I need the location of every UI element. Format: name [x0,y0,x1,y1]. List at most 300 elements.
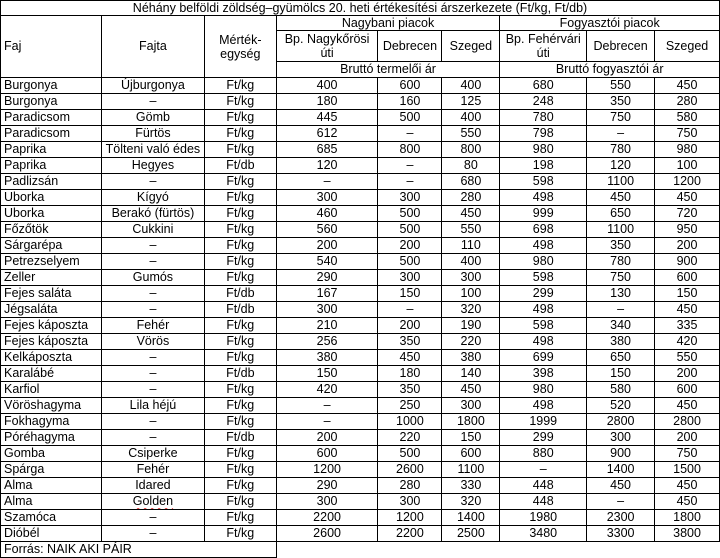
cell-unit: Ft/kg [204,254,276,270]
cell-nagybani-szeged: 80 [442,158,500,174]
cell-fogyasztoi-bp: 598 [500,270,587,286]
cell-nagybani-szeged: 400 [442,78,500,94]
cell-fajta: – [101,302,204,318]
cell-fogyasztoi-debrecen: – [587,302,655,318]
cell-unit: Ft/kg [204,414,276,430]
cell-fogyasztoi-bp: 880 [500,446,587,462]
cell-nagybani-bp: 300 [276,190,378,206]
cell-unit: Ft/kg [204,78,276,94]
cell-nagybani-szeged: 300 [442,270,500,286]
cell-unit: Ft/kg [204,110,276,126]
cell-fogyasztoi-debrecen: 520 [587,398,655,414]
cell-nagybani-bp: 150 [276,366,378,382]
cell-nagybani-bp: 380 [276,350,378,366]
cell-nagybani-szeged: 2500 [442,526,500,542]
cell-nagybani-szeged: 125 [442,94,500,110]
cell-unit: Ft/kg [204,190,276,206]
cell-fajta: – [101,174,204,190]
cell-fajta: – [101,414,204,430]
cell-fajta: Gumós [101,270,204,286]
cell-nagybani-szeged: 330 [442,478,500,494]
cell-faj: Alma [1,478,102,494]
cell-fogyasztoi-szeged: 100 [655,158,720,174]
cell-fajta: – [101,430,204,446]
cell-unit: Ft/kg [204,238,276,254]
cell-fogyasztoi-debrecen: 2300 [587,510,655,526]
cell-fajta: Fehér [101,462,204,478]
cell-fogyasztoi-szeged: 1200 [655,174,720,190]
cell-nagybani-bp: 200 [276,238,378,254]
cell-fogyasztoi-bp: 598 [500,318,587,334]
cell-nagybani-szeged: 220 [442,334,500,350]
cell-unit: Ft/kg [204,350,276,366]
cell-nagybani-szeged: 1400 [442,510,500,526]
cell-faj: Fejes káposzta [1,318,102,334]
cell-unit: Ft/kg [204,382,276,398]
cell-faj: Paradicsom [1,110,102,126]
cell-fajta: – [101,286,204,302]
cell-nagybani-bp: 400 [276,78,378,94]
cell-faj: Zeller [1,270,102,286]
cell-nagybani-szeged: 1100 [442,462,500,478]
cell-nagybani-debrecen: 600 [378,78,442,94]
cell-nagybani-bp: 167 [276,286,378,302]
table-row [1,270,720,286]
cell-fogyasztoi-debrecen: 150 [587,366,655,382]
cell-nagybani-debrecen: 250 [378,398,442,414]
cell-unit: Ft/kg [204,94,276,110]
cell-fogyasztoi-debrecen: 350 [587,238,655,254]
cell-fajta: Újburgonya [101,78,204,94]
cell-nagybani-bp: 612 [276,126,378,142]
cell-nagybani-debrecen: 500 [378,446,442,462]
table-row [1,478,720,494]
header-fogyasztoi: Fogyasztói piacok [500,16,720,31]
table-row [1,286,720,302]
cell-unit: Ft/kg [204,510,276,526]
cell-fogyasztoi-debrecen: 300 [587,430,655,446]
cell-faj: Fejes káposzta [1,334,102,350]
cell-unit: Ft/db [204,366,276,382]
cell-fogyasztoi-bp: 980 [500,142,587,158]
cell-fogyasztoi-debrecen: 380 [587,334,655,350]
cell-unit: Ft/db [204,158,276,174]
table-row [1,366,720,382]
cell-unit: Ft/kg [204,270,276,286]
cell-fogyasztoi-debrecen: 550 [587,78,655,94]
cell-fajta: – [101,254,204,270]
cell-nagybani-bp: 300 [276,494,378,510]
cell-nagybani-szeged: 400 [442,110,500,126]
cell-unit: Ft/kg [204,526,276,542]
header-brutto-fogyasztoi: Bruttó fogyasztói ár [500,62,720,78]
cell-fogyasztoi-szeged: 200 [655,430,720,446]
cell-faj: Dióbél [1,526,102,542]
cell-fogyasztoi-szeged: 720 [655,206,720,222]
cell-nagybani-bp: – [276,398,378,414]
header-nagybani-szeged: Szeged [442,31,500,62]
cell-nagybani-szeged: 110 [442,238,500,254]
cell-fajta: – [101,238,204,254]
cell-fogyasztoi-debrecen: 780 [587,142,655,158]
cell-fogyasztoi-bp: 798 [500,126,587,142]
cell-fogyasztoi-szeged: 450 [655,398,720,414]
cell-fogyasztoi-szeged: 750 [655,126,720,142]
cell-faj: Gomba [1,446,102,462]
cell-nagybani-bp: 445 [276,110,378,126]
cell-nagybani-bp: 685 [276,142,378,158]
cell-nagybani-bp: 560 [276,222,378,238]
cell-nagybani-szeged: 150 [442,430,500,446]
cell-fogyasztoi-debrecen: 3300 [587,526,655,542]
header-mertekegyseg: Mérték-egység [204,16,276,78]
source-note [1,542,277,558]
header-faj: Faj [1,16,102,78]
cell-fogyasztoi-bp: 780 [500,110,587,126]
cell-nagybani-szeged: 800 [442,142,500,158]
table-row [1,318,720,334]
cell-nagybani-szeged: 550 [442,222,500,238]
cell-nagybani-debrecen: 450 [378,350,442,366]
cell-fogyasztoi-szeged: 580 [655,110,720,126]
cell-nagybani-debrecen: 500 [378,254,442,270]
cell-fogyasztoi-debrecen: 340 [587,318,655,334]
cell-fogyasztoi-bp: 699 [500,350,587,366]
cell-nagybani-bp: 2600 [276,526,378,542]
cell-fajta: – [101,510,204,526]
cell-fogyasztoi-bp: 3480 [500,526,587,542]
cell-fogyasztoi-bp: 299 [500,430,587,446]
cell-faj: Karalábé [1,366,102,382]
header-fajta: Fajta [101,16,204,78]
table-row [1,222,720,238]
cell-nagybani-szeged: 680 [442,174,500,190]
cell-nagybani-bp: 200 [276,430,378,446]
table-row [1,94,720,110]
cell-nagybani-debrecen: – [378,302,442,318]
table-row [1,526,720,542]
cell-unit: Ft/db [204,302,276,318]
cell-unit: Ft/db [204,430,276,446]
cell-faj: Jégsaláta [1,302,102,318]
cell-fogyasztoi-szeged: 1500 [655,462,720,478]
cell-nagybani-debrecen: 2600 [378,462,442,478]
cell-fogyasztoi-bp: – [500,462,587,478]
table-row [1,414,720,430]
cell-fajta: Csiperke [101,446,204,462]
cell-fajta: Berakó (fürtös) [101,206,204,222]
cell-nagybani-debrecen: 350 [378,334,442,350]
cell-nagybani-szeged: 140 [442,366,500,382]
cell-fogyasztoi-bp: 1999 [500,414,587,430]
cell-nagybani-debrecen: 350 [378,382,442,398]
cell-fogyasztoi-debrecen: 650 [587,206,655,222]
cell-faj: Paradicsom [1,126,102,142]
cell-fogyasztoi-szeged: 600 [655,382,720,398]
cell-fogyasztoi-szeged: 450 [655,190,720,206]
cell-fogyasztoi-debrecen: – [587,126,655,142]
cell-fajta: Lila héjú [101,398,204,414]
cell-nagybani-debrecen: 500 [378,206,442,222]
cell-faj: Spárga [1,462,102,478]
cell-nagybani-bp: 600 [276,446,378,462]
cell-nagybani-bp: 180 [276,94,378,110]
cell-nagybani-bp: 290 [276,270,378,286]
cell-faj: Paprika [1,158,102,174]
cell-unit: Ft/kg [204,174,276,190]
cell-fogyasztoi-szeged: 900 [655,254,720,270]
cell-fogyasztoi-bp: 498 [500,302,587,318]
cell-fogyasztoi-bp: 299 [500,286,587,302]
cell-fajta: Fürtös [101,126,204,142]
cell-nagybani-bp: 2200 [276,510,378,526]
cell-nagybani-bp: 1200 [276,462,378,478]
cell-faj: Fejes saláta [1,286,102,302]
cell-nagybani-debrecen: 1000 [378,414,442,430]
cell-fogyasztoi-szeged: 2800 [655,414,720,430]
cell-faj: Paprika [1,142,102,158]
cell-fogyasztoi-szeged: 150 [655,286,720,302]
cell-nagybani-debrecen: 800 [378,142,442,158]
cell-fogyasztoi-debrecen: 780 [587,254,655,270]
cell-fogyasztoi-bp: 448 [500,494,587,510]
cell-nagybani-debrecen: – [378,126,442,142]
cell-faj: Fokhagyma [1,414,102,430]
header-nagybani-debrecen: Debrecen [378,31,442,62]
cell-fogyasztoi-debrecen: 1100 [587,222,655,238]
cell-fogyasztoi-debrecen: 1400 [587,462,655,478]
cell-fogyasztoi-debrecen: 1100 [587,174,655,190]
cell-fogyasztoi-szeged: 600 [655,270,720,286]
table-row [1,462,720,478]
table-row [1,238,720,254]
table-row [1,126,720,142]
cell-nagybani-szeged: 550 [442,126,500,142]
cell-nagybani-debrecen: 300 [378,270,442,286]
cell-nagybani-szeged: 190 [442,318,500,334]
cell-faj: Karfiol [1,382,102,398]
cell-faj: Padlizsán [1,174,102,190]
cell-unit: Ft/kg [204,334,276,350]
cell-fogyasztoi-szeged: 450 [655,302,720,318]
cell-fajta: Cukkini [101,222,204,238]
header-fogyasztoi-bp: Bp. Fehérvári úti [500,31,587,62]
cell-fogyasztoi-bp: 448 [500,478,587,494]
cell-nagybani-bp: – [276,414,378,430]
header-fogyasztoi-szeged: Szeged [655,31,720,62]
cell-fogyasztoi-szeged: 335 [655,318,720,334]
cell-nagybani-debrecen: 200 [378,318,442,334]
cell-faj: Alma [1,494,102,510]
cell-nagybani-szeged: 280 [442,190,500,206]
cell-fogyasztoi-bp: 680 [500,78,587,94]
cell-fogyasztoi-debrecen: 2800 [587,414,655,430]
cell-nagybani-szeged: 380 [442,350,500,366]
cell-fogyasztoi-szeged: 950 [655,222,720,238]
cell-faj: Szamóca [1,510,102,526]
table-row [1,190,720,206]
cell-fogyasztoi-szeged: 550 [655,350,720,366]
cell-unit: Ft/db [204,286,276,302]
cell-unit: Ft/kg [204,318,276,334]
cell-unit: Ft/kg [204,142,276,158]
cell-nagybani-bp: 420 [276,382,378,398]
cell-nagybani-debrecen: 500 [378,222,442,238]
cell-nagybani-debrecen: 300 [378,190,442,206]
table-row [1,142,720,158]
cell-fajta: – [101,94,204,110]
cell-faj: Kelkáposzta [1,350,102,366]
cell-fogyasztoi-szeged: 200 [655,238,720,254]
cell-nagybani-debrecen: 160 [378,94,442,110]
table-row [1,510,720,526]
cell-nagybani-bp: 540 [276,254,378,270]
cell-unit: Ft/kg [204,222,276,238]
cell-fajta: – [101,350,204,366]
cell-nagybani-debrecen: 300 [378,494,442,510]
source-text: Forrás: NAIK AKI PÁIR [4,542,132,556]
cell-fogyasztoi-debrecen: 650 [587,350,655,366]
cell-fogyasztoi-debrecen: 900 [587,446,655,462]
table-row [1,350,720,366]
cell-fogyasztoi-szeged: 3800 [655,526,720,542]
cell-nagybani-bp: 120 [276,158,378,174]
cell-fajta: Kígyó [101,190,204,206]
cell-faj: Uborka [1,206,102,222]
cell-fogyasztoi-szeged: 450 [655,478,720,494]
header-nagybani: Nagybani piacok [276,16,500,31]
cell-faj: Petrezselyem [1,254,102,270]
cell-nagybani-debrecen: 280 [378,478,442,494]
cell-fajta: Tölteni való édes [101,142,204,158]
cell-faj: Burgonya [1,94,102,110]
cell-fogyasztoi-bp: 980 [500,382,587,398]
table-row [1,206,720,222]
cell-unit: Ft/kg [204,462,276,478]
cell-nagybani-szeged: 320 [442,494,500,510]
cell-fajta: Golden [101,494,204,510]
cell-fogyasztoi-debrecen: 750 [587,270,655,286]
cell-fogyasztoi-bp: 198 [500,158,587,174]
cell-fogyasztoi-debrecen: 580 [587,382,655,398]
table-row [1,174,720,190]
cell-fogyasztoi-szeged: 280 [655,94,720,110]
cell-nagybani-bp: 256 [276,334,378,350]
cell-nagybani-bp: 290 [276,478,378,494]
cell-fogyasztoi-bp: 980 [500,254,587,270]
cell-nagybani-debrecen: 180 [378,366,442,382]
cell-unit: Ft/kg [204,206,276,222]
cell-fogyasztoi-szeged: 1800 [655,510,720,526]
table-row [1,78,720,94]
cell-fogyasztoi-debrecen: 450 [587,478,655,494]
cell-unit: Ft/kg [204,494,276,510]
cell-unit: Ft/kg [204,478,276,494]
cell-fogyasztoi-bp: 498 [500,190,587,206]
cell-nagybani-szeged: 400 [442,254,500,270]
table-row [1,302,720,318]
cell-nagybani-szeged: 600 [442,446,500,462]
cell-nagybani-bp: 300 [276,302,378,318]
cell-fogyasztoi-szeged: 420 [655,334,720,350]
cell-fogyasztoi-szeged: 450 [655,78,720,94]
cell-faj: Főzőtök [1,222,102,238]
cell-fogyasztoi-debrecen: 750 [587,110,655,126]
cell-fogyasztoi-bp: 498 [500,238,587,254]
cell-faj: Sárgarépa [1,238,102,254]
cell-nagybani-debrecen: 500 [378,110,442,126]
cell-fajta: Vörös [101,334,204,350]
cell-nagybani-szeged: 450 [442,206,500,222]
cell-fogyasztoi-bp: 598 [500,174,587,190]
table-body [1,78,720,542]
table-row [1,446,720,462]
cell-nagybani-szeged: 100 [442,286,500,302]
table-row [1,494,720,510]
table-row [1,382,720,398]
header-fogyasztoi-debrecen: Debrecen [587,31,655,62]
cell-fogyasztoi-debrecen: 450 [587,190,655,206]
cell-fajta: – [101,382,204,398]
cell-fogyasztoi-debrecen: 350 [587,94,655,110]
cell-fogyasztoi-bp: 1980 [500,510,587,526]
cell-fogyasztoi-debrecen: 120 [587,158,655,174]
table-title: Néhány belföldi zöldség–gyümölcs 20. heti értékesítési árszerkezete (Ft/kg, Ft/db) [1,1,720,16]
cell-nagybani-debrecen: 1200 [378,510,442,526]
table-row [1,398,720,414]
cell-unit: Ft/kg [204,446,276,462]
cell-nagybani-bp: – [276,174,378,190]
cell-fajta: Gömb [101,110,204,126]
cell-nagybani-szeged: 1800 [442,414,500,430]
cell-fogyasztoi-debrecen: 130 [587,286,655,302]
cell-fogyasztoi-szeged: 980 [655,142,720,158]
cell-faj: Burgonya [1,78,102,94]
cell-fogyasztoi-bp: 498 [500,398,587,414]
cell-nagybani-bp: 460 [276,206,378,222]
cell-faj: Póréhagyma [1,430,102,446]
cell-fajta: Hegyes [101,158,204,174]
cell-nagybani-szeged: 450 [442,382,500,398]
cell-fajta: Fehér [101,318,204,334]
cell-nagybani-debrecen: 200 [378,238,442,254]
table-row [1,158,720,174]
cell-faj: Vöröshagyma [1,398,102,414]
cell-fogyasztoi-szeged: 450 [655,494,720,510]
cell-fogyasztoi-bp: 398 [500,366,587,382]
cell-nagybani-szeged: 300 [442,398,500,414]
table-row [1,430,720,446]
cell-fajta: – [101,526,204,542]
cell-unit: Ft/kg [204,126,276,142]
cell-fogyasztoi-szeged: 750 [655,446,720,462]
cell-fogyasztoi-szeged: 200 [655,366,720,382]
cell-fogyasztoi-bp: 498 [500,334,587,350]
header-brutto-termeloi: Bruttó termelői ár [276,62,500,78]
cell-nagybani-debrecen: 220 [378,430,442,446]
cell-faj: Uborka [1,190,102,206]
cell-fogyasztoi-bp: 248 [500,94,587,110]
table-row [1,254,720,270]
cell-nagybani-debrecen: – [378,174,442,190]
cell-fajta: – [101,366,204,382]
cell-nagybani-szeged: 320 [442,302,500,318]
cell-nagybani-debrecen: – [378,158,442,174]
cell-fogyasztoi-bp: 999 [500,206,587,222]
cell-fogyasztoi-debrecen: – [587,494,655,510]
cell-unit: Ft/kg [204,398,276,414]
table-row [1,334,720,350]
